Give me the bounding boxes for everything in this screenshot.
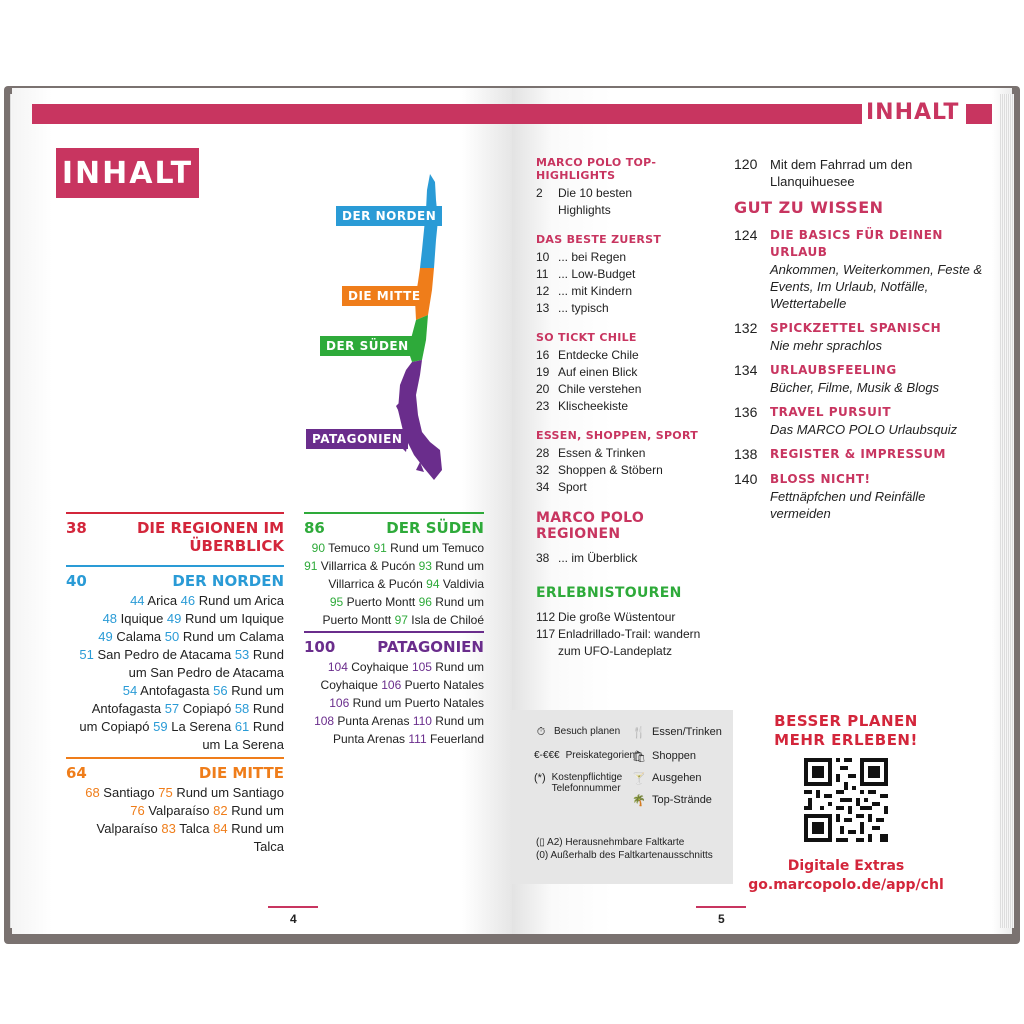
toc-entry-text: ... typisch [558,301,609,315]
asterisk-icon: (*) [534,772,546,784]
toc-entry-text: Die große Wüstentour [558,610,676,624]
toc-entry-text: ... bei Regen [558,250,627,264]
promo-headline-1: BESSER PLANEN [774,712,918,730]
page-edges-right [1000,94,1014,928]
section-title: DER SÜDEN [386,519,484,537]
toc-entry-number: 134 [734,362,758,378]
section-line[interactable]: 106 Rund um Puerto Natales [329,696,484,710]
palm-icon: 🌴 [632,795,646,807]
toc-entry[interactable] [536,202,726,219]
toc-entry-heading: REGISTER & IMPRESSUM [770,447,946,461]
toc-entry-number: 28 [536,446,550,460]
toc-entry[interactable] [536,626,726,643]
toc-entry-number: 124 [734,227,758,243]
toc-entry-subtitle: Fettnäpfchen und Reinfälle vermeiden [770,489,926,521]
toc-block-heading: ERLEBNISTOUREN [536,585,682,601]
shopping-icon: 🛍 [632,751,646,763]
tag-der-sueden: DER SÜDEN [320,336,415,356]
toc-entry[interactable] [536,462,726,479]
section-line[interactable]: 95 Puerto Montt 96 Rund um [329,595,484,609]
toc-entry[interactable] [536,398,726,415]
header-bar-left [32,104,512,124]
legend-item: 🛍 Shoppen [632,750,697,763]
toc-entry[interactable] [536,609,726,626]
toc-entry[interactable] [536,185,726,202]
legend-item: ⏱ Besuch planen [534,726,620,739]
legend-item: (*) Kostenpflichtige Telefonnummer [534,772,623,794]
toc-entry-number: 12 [536,284,550,298]
toc-block-heading: DAS BESTE ZUERST [536,233,662,246]
section-line[interactable]: Talca [253,839,284,854]
section-line[interactable]: 51 San Pedro de Atacama 53 Rund [79,647,284,662]
section-line[interactable]: 76 Valparaíso 82 Rund um [130,803,284,818]
page-number-rule-left [268,906,318,908]
section-line[interactable]: Antofagasta 57 Copiapó 58 Rund [91,701,284,716]
toc-column-a [536,156,726,674]
legend-notes [536,836,713,862]
toc-column-b [734,156,984,530]
toc-entry-heading: DIE BASICS FÜR DEINEN URLAUB [770,228,943,259]
toc-entry-text: Die 10 besten [558,186,633,200]
toc-entry-number: 11 [536,267,549,281]
toc-block-heading: MARCO POLO TOP-HIGHLIGHTS [536,156,657,182]
toc-entry-heading: URLAUBSFEELING [770,363,897,377]
toc-entry[interactable] [536,347,726,364]
section-title: DIE MITTE [198,764,284,782]
page-number-rule-right [696,906,746,908]
toc-entry-text: Llanquihuesee [770,174,855,189]
toc-entry-subtitle: Bücher, Filme, Musik & Blogs [770,380,940,395]
toc-entry-text: ... Low-Budget [558,267,636,281]
section-line[interactable]: Punta Arenas 111 Feuerland [332,732,484,746]
toc-block [536,156,726,219]
cocktail-icon: 🍸 [632,773,646,785]
section-line[interactable]: 104 Coyhaique 105 Rund um [327,660,484,674]
toc-entry-fahrrad[interactable] [734,156,984,190]
toc-entry-number: 38 [536,551,550,565]
section-line[interactable]: Puerto Montt 97 Isla de Chiloé [322,613,484,627]
toc-entry-heading: SPICKZETTEL SPANISCH [770,321,942,335]
section-line[interactable]: um San Pedro de Atacama [128,665,284,680]
toc-entry-subtitle: Nie mehr sprachlos [770,338,882,353]
toc-entry-text: ... im Überblick [558,551,638,565]
section-number: 40 [66,572,87,590]
toc-entry-number: 19 [536,365,550,379]
toc-entry-subtitle: Ankommen, Weiterkommen, Feste & Events, Im Urlaub, Notfälle, Wettertabelle [770,262,983,311]
section-regionen [66,512,284,555]
toc-entry-text: Klischeekiste [558,399,629,413]
section-list [66,784,284,856]
section-number: 64 [66,764,87,782]
section-line[interactable]: um La Serena [202,737,284,752]
section-line[interactable]: 90 Temuco 91 Rund um Temuco [311,541,484,555]
toc-entry-text: Mit dem Fahrrad um den [770,157,913,172]
toc-entry-number [536,202,558,219]
legend-item: €-€€€ Preiskategorien [534,750,636,761]
legend-item: 🌴 Top-Strände [632,794,712,807]
toc-entry-text: Essen & Trinken [558,446,646,460]
toc-entry[interactable] [734,471,984,522]
toc-block-heading: SO TICKT CHILE [536,331,637,344]
section-list [66,592,284,754]
legend-note: (0) Außerhalb des Faltkartenausschnitts [536,850,713,861]
section-line[interactable]: 49 Calama 50 Rund um Calama [98,629,284,644]
toc-entry-number: 20 [536,382,550,396]
section-line[interactable]: Coyhaique 106 Puerto Natales [320,678,484,692]
euro-icon: €-€€€ [534,750,560,761]
toc-block [536,510,726,567]
tag-der-norden: DER NORDEN [336,206,442,226]
promo-block [746,712,946,895]
toc-entry-text: ... mit Kindern [558,284,633,298]
section-title: DER NORDEN [172,572,284,590]
toc-block [536,585,726,660]
toc-entry-subtitle: Das MARCO POLO Urlaubsquiz [770,422,958,437]
page-number-right: 5 [718,912,725,926]
section-mitte [66,757,284,856]
toc-entry-heading: BLOSS NICHT! [770,472,871,486]
header-bar-right [512,104,862,124]
section-line[interactable]: 48 Iquique 49 Rund um Iquique [102,611,284,626]
toc-entry-number: 136 [734,404,758,420]
tag-die-mitte: DIE MITTE [342,286,427,306]
toc-entry-number: 10 [536,250,550,264]
toc-block-heading: MARCO POLO REGIONEN [536,510,645,542]
toc-entry[interactable] [536,381,726,398]
section-line[interactable]: 44 Arica 46 Rund um Arica [130,593,284,608]
toc-entry[interactable] [734,362,984,396]
clock-icon: ⏱ [536,726,546,738]
toc-block [536,331,726,415]
tag-patagonien: PATAGONIEN [306,429,408,449]
section-patagonien [304,631,484,748]
toc-entry[interactable] [734,404,984,438]
toc-entry-number: 120 [734,156,758,172]
toc-block [536,429,726,496]
page-number-left: 4 [290,912,297,926]
toc-entry-number: 2 [536,186,543,200]
toc-entry-number: 16 [536,348,550,362]
qr-code[interactable] [804,758,888,842]
toc-entry-number: 23 [536,399,550,413]
header-bar-right-end [966,104,992,124]
section-number: 38 [66,519,87,537]
section-number: 100 [304,638,336,656]
section-line[interactable]: 91 Villarrica & Pucón 93 Rund um [304,559,484,573]
toc-block [536,233,726,317]
toc-entry-text: Entdecke Chile [558,348,639,362]
legend-item: 🍸 Ausgehen [632,772,702,785]
section-number: 86 [304,519,325,537]
toc-entry-text: Shoppen & Stöbern [558,463,663,477]
section-line[interactable]: um Copiapó 59 La Serena 61 Rund [79,719,284,734]
section-sueden [304,512,484,629]
toc-entry-text: Sport [558,480,587,494]
section-line[interactable]: Valparaíso 83 Talca 84 Rund um [96,821,284,836]
section-title: DIE REGIONEN IM ÜBERBLICK [136,519,284,555]
promo-headline-2: MEHR ERLEBEN! [774,731,918,749]
legend-note: (▯ A2) Herausnehmbare Faltkarte [536,837,685,848]
legend-box [512,710,733,884]
toc-entry-text: zum UFO-Landeplatz [558,644,673,658]
section-line[interactable]: 108 Punta Arenas 110 Rund um [314,714,484,728]
toc-entry-number: 32 [536,463,550,477]
toc-entry[interactable] [536,550,726,567]
toc-entry-text: Auf einen Blick [558,365,638,379]
toc-entry-text: Chile verstehen [558,382,642,396]
toc-entry-number [536,643,558,660]
toc-entry[interactable] [536,266,726,283]
toc-entry[interactable] [536,364,726,381]
toc-entry[interactable] [734,227,984,312]
toc-entry-heading: TRAVEL PURSUIT [770,405,892,419]
toc-entry-number: 132 [734,320,758,336]
promo-url[interactable]: go.marcopolo.de/app/chl [748,877,944,893]
toc-block-heading: ESSEN, SHOPPEN, SPORT [536,429,699,442]
toc-entry-number: 112 [536,610,556,624]
toc-entry[interactable] [536,445,726,462]
toc-entry-text: Enladrillado-Trail: wandern [558,627,701,641]
section-line[interactable]: 68 Santiago 75 Rund um Santiago [85,785,284,800]
section-list [304,658,484,748]
toc-entry-text: Highlights [558,203,611,217]
toc-entry[interactable] [536,300,726,317]
toc-entry[interactable] [536,479,726,496]
toc-entry-number: 13 [536,301,550,315]
section-line[interactable]: 54 Antofagasta 56 Rund um [122,683,284,698]
toc-entry[interactable] [734,320,984,354]
cutlery-icon: 🍴 [632,727,646,739]
promo-label: Digitale Extras [787,858,905,874]
toc-entry[interactable] [536,283,726,300]
toc-entry[interactable] [734,446,984,463]
toc-entry[interactable] [536,249,726,266]
toc-entry-number: 117 [536,627,556,641]
section-title: PATAGONIEN [377,638,484,656]
toc-entry-number: 140 [734,471,758,487]
page-title: INHALT [56,148,199,198]
toc-entry[interactable] [536,643,726,660]
legend-item: 🍴 Essen/Trinken [632,726,722,739]
section-norden [66,565,284,754]
gut-zu-wissen-heading: GUT ZU WISSEN [734,198,884,217]
section-line[interactable]: Villarrica & Pucón 94 Valdivia [328,577,484,591]
toc-entry-number: 34 [536,480,550,494]
header-title: INHALT [866,100,960,125]
toc-entry-number: 138 [734,446,758,462]
section-list [304,539,484,629]
